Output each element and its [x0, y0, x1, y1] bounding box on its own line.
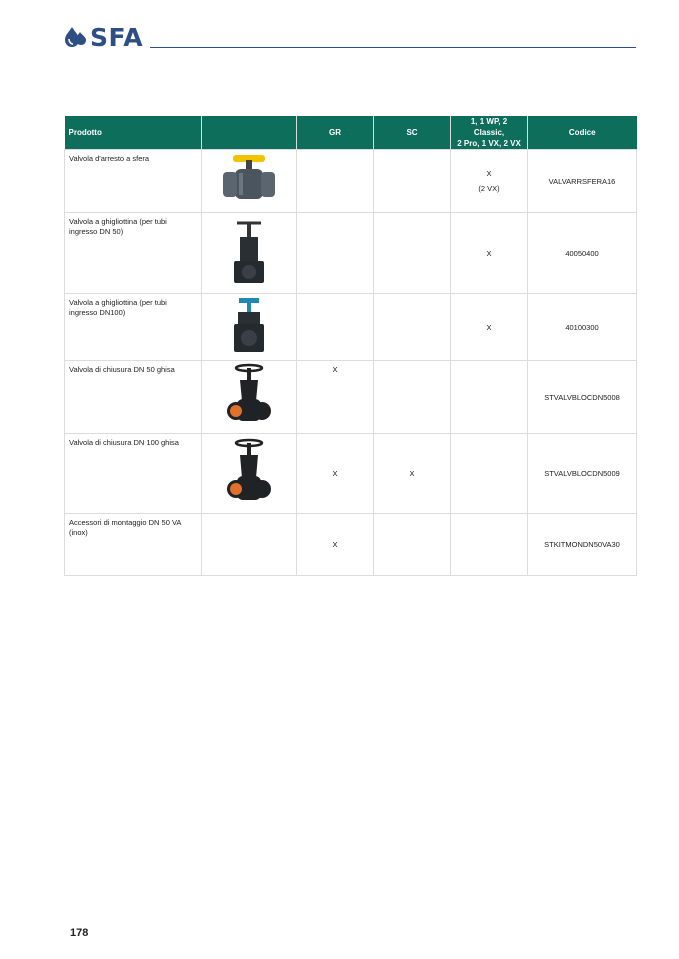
models-cell — [451, 294, 528, 361]
product-name: Valvola d'arresto a sfera — [65, 150, 202, 213]
product-table — [64, 116, 637, 576]
models-cell — [451, 213, 528, 294]
models-cell — [451, 514, 528, 576]
gr-mark: X — [297, 361, 374, 434]
sc-mark: X — [374, 434, 451, 514]
table-row — [65, 434, 637, 514]
product-code: STVALVBLOCDN5008 — [528, 361, 637, 434]
models-mark: X — [486, 169, 492, 178]
product-name: Accessori di montaggio DN 50 VA (inox) — [65, 514, 202, 576]
sc-mark — [374, 213, 451, 294]
page-number: 178 — [70, 927, 89, 939]
product-image-cell — [202, 213, 297, 294]
gr-mark — [297, 150, 374, 213]
col-models-line1: 1, 1 WP, 2 Classic, — [470, 117, 508, 137]
page-header — [64, 22, 636, 52]
gate-valve-cast-iron-large-icon — [227, 438, 271, 508]
product-image-cell — [202, 294, 297, 361]
sfa-logo — [64, 22, 143, 52]
table-row — [65, 213, 637, 294]
gate-valve-cast-iron-icon — [227, 363, 271, 429]
table-header-row — [65, 116, 637, 150]
col-prodotto: Prodotto — [65, 116, 202, 150]
gr-mark: X — [297, 434, 374, 514]
col-codice: Codice — [528, 116, 637, 150]
sc-mark — [374, 514, 451, 576]
models-cell — [451, 361, 528, 434]
product-code: VALVARRSFERA16 — [528, 150, 637, 213]
col-image — [202, 116, 297, 150]
product-code: STVALVBLOCDN5009 — [528, 434, 637, 514]
drop-icon — [64, 26, 88, 48]
col-gr: GR — [297, 116, 374, 150]
knife-gate-valve-icon — [229, 217, 269, 287]
col-models-line2: 2 Pro, 1 VX, 2 VX — [457, 139, 521, 148]
sc-mark — [374, 361, 451, 434]
table-row — [65, 294, 637, 361]
gr-mark — [297, 294, 374, 361]
models-cell — [451, 434, 528, 514]
product-image-cell — [202, 514, 297, 576]
models-mark: X — [486, 248, 492, 258]
gr-mark: X — [297, 514, 374, 576]
knife-gate-valve-blue-icon — [229, 296, 269, 356]
product-image-cell — [202, 150, 297, 213]
col-sc: SC — [374, 116, 451, 150]
product-name: Valvola a ghigliottina (per tubi ingresso DN 50) — [65, 213, 202, 294]
models-note: (2 VX) — [478, 184, 500, 193]
ball-valve-icon — [219, 151, 279, 209]
table-row — [65, 514, 637, 576]
product-name: Valvola a ghigliottina (per tubi ingresso DN100) — [65, 294, 202, 361]
product-name: Valvola di chiusura DN 50 ghisa — [65, 361, 202, 434]
sc-mark — [374, 294, 451, 361]
product-image-cell — [202, 361, 297, 434]
col-models — [451, 116, 528, 150]
sc-mark — [374, 150, 451, 213]
gr-mark — [297, 213, 374, 294]
table-row — [65, 361, 637, 434]
models-cell — [451, 150, 528, 213]
table-row — [65, 150, 637, 213]
product-image-cell — [202, 434, 297, 514]
product-code: 40100300 — [528, 294, 637, 361]
product-name: Valvola di chiusura DN 100 ghisa — [65, 434, 202, 514]
header-rule — [150, 47, 636, 48]
product-code: STKITMONDN50VA30 — [528, 514, 637, 576]
product-code: 40050400 — [528, 213, 637, 294]
models-mark: X — [486, 322, 492, 332]
brand-name: SFA — [90, 22, 144, 52]
